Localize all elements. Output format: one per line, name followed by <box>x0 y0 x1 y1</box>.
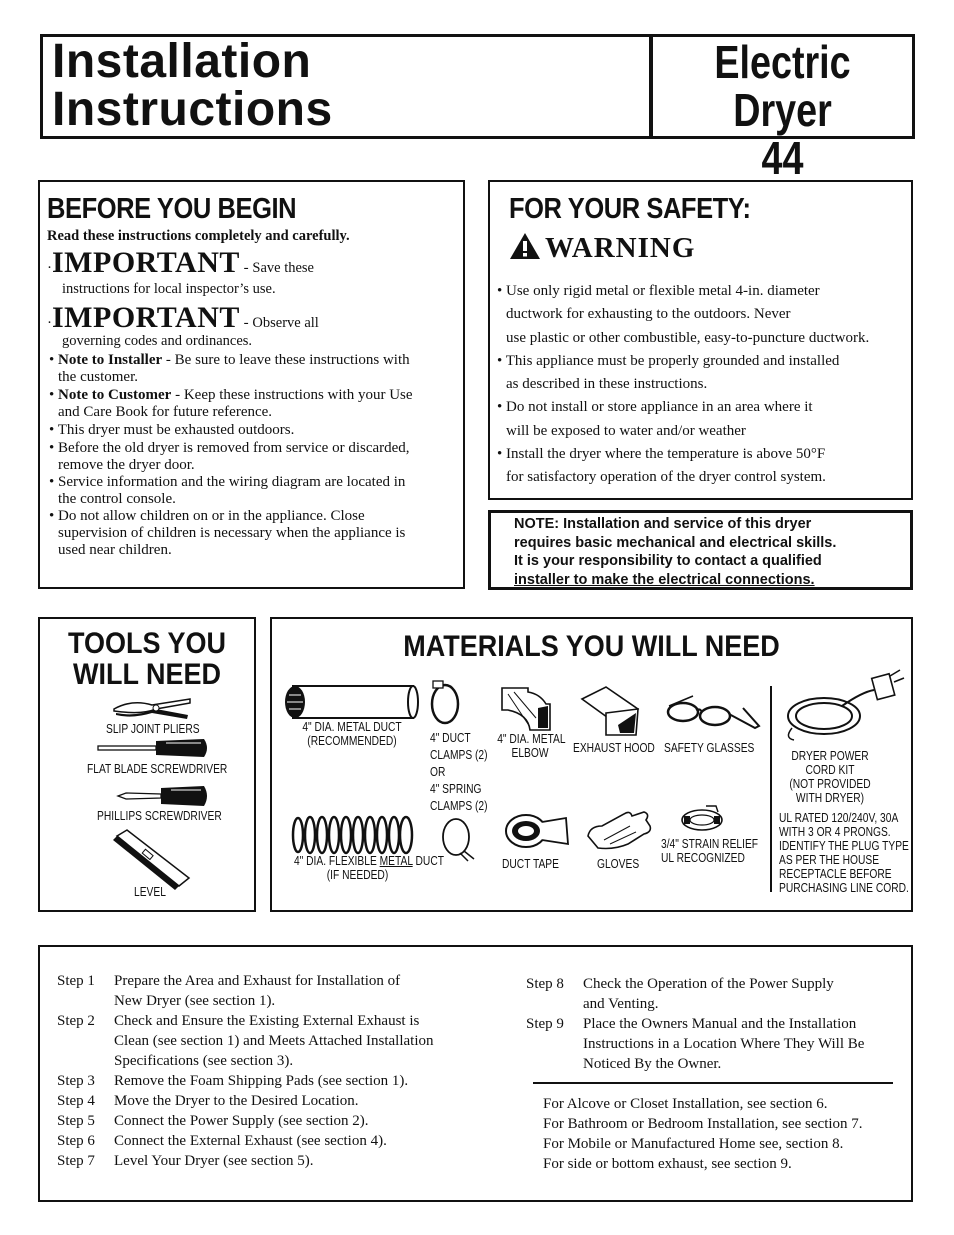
note-label: NOTE: <box>514 516 560 532</box>
ul-rating-caption <box>779 811 909 895</box>
safety-bullet-text: Install the dryer where the temperature is above 50°F <box>506 446 826 463</box>
steps-right-column <box>526 974 906 1074</box>
caption-line: 3/4" STRAIN RELIEF <box>661 837 759 851</box>
step-text <box>583 974 834 1014</box>
step-text <box>114 1071 408 1091</box>
important-save-continued: instructions for local inspector’s use. <box>62 281 276 297</box>
safety-bullet-list <box>497 280 912 490</box>
step-text-line: Level Your Dryer (see section 5). <box>114 1153 314 1169</box>
note-line: installer to make the electrical connections. <box>514 571 815 588</box>
safety-bullet: • Do not install or store appliance in an area where it <box>497 399 813 416</box>
old-dryer-text: Before the old dryer is removed from service or discarded, <box>58 440 410 456</box>
exhaust-outdoors-bullet: • This dryer must be exhausted outdoors. <box>49 422 295 438</box>
tools-heading-line: WILL NEED <box>72 658 221 691</box>
step-text <box>114 1111 369 1131</box>
safety-glasses-caption: SAFETY GLASSES <box>664 741 755 755</box>
step-number: Step 5 <box>57 1113 95 1129</box>
caption-line: WITH DRYER) <box>795 791 865 805</box>
gloves-icon <box>584 806 656 852</box>
caption-line: RECEPTACLE BEFORE <box>779 867 892 881</box>
steps-left-column <box>57 971 507 1191</box>
step-text-line: Prepare the Area and Exhaust for Installation of <box>114 973 401 989</box>
children-continued: used near children. <box>58 542 172 558</box>
materials-heading-text: MATERIALS YOU WILL NEED <box>403 630 780 663</box>
important-label: IMPORTANT <box>52 246 240 279</box>
duct-tape-icon <box>502 808 570 854</box>
level-icon <box>113 828 193 892</box>
phillips-screwdriver-icon <box>116 783 211 809</box>
elbow-caption <box>497 732 566 760</box>
section-reference: For side or bottom exhaust, see section 9. <box>543 1156 792 1172</box>
old-dryer-bullet: • Before the old dryer is removed from service or discarded, remove the dryer door. <box>49 440 461 474</box>
note-line: It is your responsibility to contact a qualified <box>514 553 822 569</box>
note-to-installer-text: - Be sure to leave these instructions with <box>162 352 410 368</box>
caption-line: OR <box>430 765 446 779</box>
caption-line: CORD KIT <box>805 763 855 777</box>
step-text <box>114 1011 433 1071</box>
duct-tape-caption: DUCT TAPE <box>502 857 559 871</box>
flat-screwdriver-icon <box>96 735 211 761</box>
step-text-line: Check the Operation of the Power Supply <box>583 976 834 992</box>
exhaust-hood-icon <box>578 685 642 737</box>
slip-joint-pliers-icon <box>112 695 192 720</box>
note-line: Installation and service of this dryer <box>559 516 812 532</box>
section-references <box>543 1094 908 1174</box>
caption-emphasis: METAL <box>379 854 413 868</box>
safety-bullet-text: This appliance must be properly grounded and installed <box>505 352 840 369</box>
caption-line: IDENTIFY THE PLUG TYPE <box>779 839 909 853</box>
safety-bullet-text: Use only rigid metal or flexible metal 4-in. diameter <box>506 283 820 299</box>
gloves-caption: GLOVES <box>597 857 640 871</box>
old-dryer-continued: remove the dryer door. <box>58 457 195 473</box>
step-text-line: Remove the Foam Shipping Pads (see section 1). <box>114 1073 409 1089</box>
step-number: Step 3 <box>57 1073 95 1089</box>
step-number: Step 2 <box>57 1013 95 1029</box>
tools-heading-line: TOOLS YOU <box>67 627 227 660</box>
step-number: Step 8 <box>526 976 564 992</box>
step-text <box>114 971 400 1011</box>
step-text <box>114 1131 387 1151</box>
exhaust-hood-caption: EXHAUST HOOD <box>573 741 655 755</box>
flexible-duct-caption <box>293 854 444 882</box>
warning-label: WARNING <box>545 232 696 264</box>
section-reference: For Alcove or Closet Installation, see section 6. <box>543 1096 828 1112</box>
caption-line: 4" DIA. METAL DUCT <box>302 720 402 734</box>
note-to-customer-text: - Keep these instructions with your Use <box>171 387 413 403</box>
document-title <box>52 35 333 136</box>
step-text-line: Place the Owners Manual and the Installation <box>583 1016 857 1032</box>
note-text <box>514 515 836 589</box>
materials-divider <box>770 686 772 892</box>
caption-text: 4" DIA. FLEXIBLE <box>293 854 380 868</box>
safety-bullet-continued <box>497 373 912 396</box>
power-cord-icon <box>782 668 906 744</box>
safety-bullet-continued <box>497 327 912 350</box>
product-number: 44 <box>761 132 804 184</box>
caption-line: DRYER POWER <box>791 749 869 763</box>
power-cord-caption <box>789 749 871 805</box>
safety-bullet-text: Do not install or store appliance in an area where it <box>506 399 813 416</box>
caption-line: 4" DIA. METAL <box>497 732 566 746</box>
children-continued: supervision of children is necessary when the appliance is <box>58 525 406 541</box>
tool-label: LEVEL <box>134 885 166 899</box>
flexible-duct-icon <box>290 812 422 858</box>
caption-line: UL RATED 120/240V, 30A <box>779 811 899 825</box>
step-text-line: Connect the External Exhaust (see section 4). <box>114 1133 387 1149</box>
safety-bullet-text: ductwork for exhausting to the outdoors. Never <box>506 306 791 323</box>
important-observe-text: Observe all <box>252 315 319 331</box>
note-to-installer-label: Note to Installer <box>58 352 163 368</box>
note-line: requires basic mechanical and electrical skills. <box>514 534 837 551</box>
step-text-line: and Venting. <box>583 996 659 1012</box>
metal-duct-icon <box>281 683 419 721</box>
tools-heading <box>40 628 254 690</box>
safety-glasses-icon <box>663 694 763 730</box>
service-info-text: Service information and the wiring diagram are located in <box>58 474 406 490</box>
step-text-line: Check and Ensure the Existing External Exhaust is <box>114 1013 420 1029</box>
tool-label: FLAT BLADE SCREWDRIVER <box>87 762 228 776</box>
step-text-line: Clean (see section 1) and Meets Attached Installation <box>114 1033 434 1049</box>
important-observe-continued: governing codes and ordinances. <box>62 333 253 349</box>
note-to-customer: • Note to Customer - Keep these instructions with your Use and Care Book for future reference. <box>49 387 461 421</box>
metal-duct-caption <box>295 720 410 748</box>
duct-clamps-caption <box>430 730 488 815</box>
safety-bullet: • This appliance must be properly grounded and installed <box>497 352 840 369</box>
safety-bullet-text: as described in these instructions. <box>506 376 708 393</box>
warning-banner <box>509 232 695 265</box>
step-text-line: Connect the Power Supply (see section 2). <box>114 1113 369 1129</box>
step-number: Step 1 <box>57 973 95 989</box>
steps-divider <box>533 1082 893 1084</box>
safety-bullet: • Install the dryer where the temperature is above 50°F <box>497 446 826 463</box>
spring-clamp-icon <box>438 815 478 863</box>
materials-heading <box>270 630 913 664</box>
safety-bullet-text: use plastic or other combustible, easy-to-puncture ductwork. <box>506 329 870 346</box>
read-instructions-note: Read these instructions completely and carefully. <box>47 228 350 244</box>
step-text <box>114 1151 314 1171</box>
safety-bullet-text: will be exposed to water and/or weather <box>506 422 746 439</box>
note-to-installer-continued: the customer. <box>58 369 138 385</box>
note-to-customer-continued: and Care Book for future reference. <box>58 404 273 420</box>
step-text <box>583 1014 864 1074</box>
product-name: Electric Dryer <box>714 36 851 136</box>
caption-line: 4" SPRING <box>430 782 482 796</box>
step-text-line: Specifications (see section 3). <box>114 1053 294 1069</box>
note-to-installer: • Note to Installer - Be sure to leave these instructions with the customer. <box>49 352 461 386</box>
caption-line: ELBOW <box>511 746 549 760</box>
step-number: Step 9 <box>526 1016 564 1032</box>
safety-bullet-continued <box>497 420 912 443</box>
safety-bullet-text: for satisfactory operation of the dryer control system. <box>506 469 826 486</box>
step-number: Step 4 <box>57 1093 95 1109</box>
strain-relief-icon <box>676 804 730 834</box>
caption-line: (IF NEEDED) <box>326 868 389 882</box>
metal-elbow-icon <box>500 684 552 732</box>
before-you-begin-heading: BEFORE YOU BEGIN <box>47 193 297 225</box>
service-info-bullet: • Service information and the wiring diagram are located in the control console. <box>49 474 461 508</box>
caption-text: DUCT <box>412 854 444 868</box>
step-text <box>114 1091 359 1111</box>
caption-line: (NOT PROVIDED <box>789 777 871 791</box>
caption-line: PURCHASING LINE CORD. <box>779 881 909 895</box>
important-label: IMPORTANT <box>52 301 240 334</box>
step-number: Step 6 <box>57 1133 95 1149</box>
safety-bullet: • Use only rigid metal or flexible metal 4-in. diameter <box>497 283 820 299</box>
children-text: Do not allow children on or in the appliance. Close <box>58 508 365 524</box>
important-save-text: Save these <box>252 260 314 276</box>
safety-bullet-continued <box>497 466 912 489</box>
caption-line: WITH 3 OR 4 PRONGS. <box>779 825 891 839</box>
step-text-line: Move the Dryer to the Desired Location. <box>114 1093 359 1109</box>
product-title <box>674 38 891 182</box>
exhaust-outdoors-text: This dryer must be exhausted outdoors. <box>57 422 295 438</box>
document-title-line2: Instructions <box>52 83 333 136</box>
service-info-continued: the control console. <box>58 491 176 507</box>
strain-relief-caption <box>661 837 758 865</box>
caption-line: 4" DUCT <box>430 731 471 745</box>
section-reference: For Bathroom or Bedroom Installation, see section 7. <box>543 1116 863 1132</box>
step-text-line: New Dryer (see section 1). <box>114 993 276 1009</box>
duct-clamp-icon <box>425 680 467 726</box>
safety-bullet-continued <box>497 303 912 326</box>
caption-line: CLAMPS (2) <box>430 748 488 762</box>
important-observe-line: ·IMPORTANT - Observe all <box>47 301 319 334</box>
caption-line: (RECOMMENDED) <box>307 734 397 748</box>
warning-triangle-icon <box>509 232 541 260</box>
tool-label: SLIP JOINT PLIERS <box>106 722 200 736</box>
caption-line: AS PER THE HOUSE <box>779 853 880 867</box>
caption-line: CLAMPS (2) <box>430 799 488 813</box>
safety-heading: FOR YOUR SAFETY: <box>509 193 751 225</box>
caption-line: UL RECOGNIZED <box>661 851 745 865</box>
step-text-line: Noticed By the Owner. <box>583 1056 722 1072</box>
important-save-line: ·IMPORTANT - Save these <box>47 246 314 279</box>
note-to-customer-label: Note to Customer <box>58 387 172 403</box>
step-number: Step 7 <box>57 1153 95 1169</box>
step-text-line: Instructions in a Location Where They Will Be <box>583 1036 865 1052</box>
document-title-line1: Installation <box>52 35 312 88</box>
section-reference: For Mobile or Manufactured Home see, section 8. <box>543 1136 844 1152</box>
children-bullet: • Do not allow children on or in the appliance. Close supervision of children is necessary when the appliance is used near children. <box>49 508 461 559</box>
tool-label: PHILLIPS SCREWDRIVER <box>97 809 222 823</box>
